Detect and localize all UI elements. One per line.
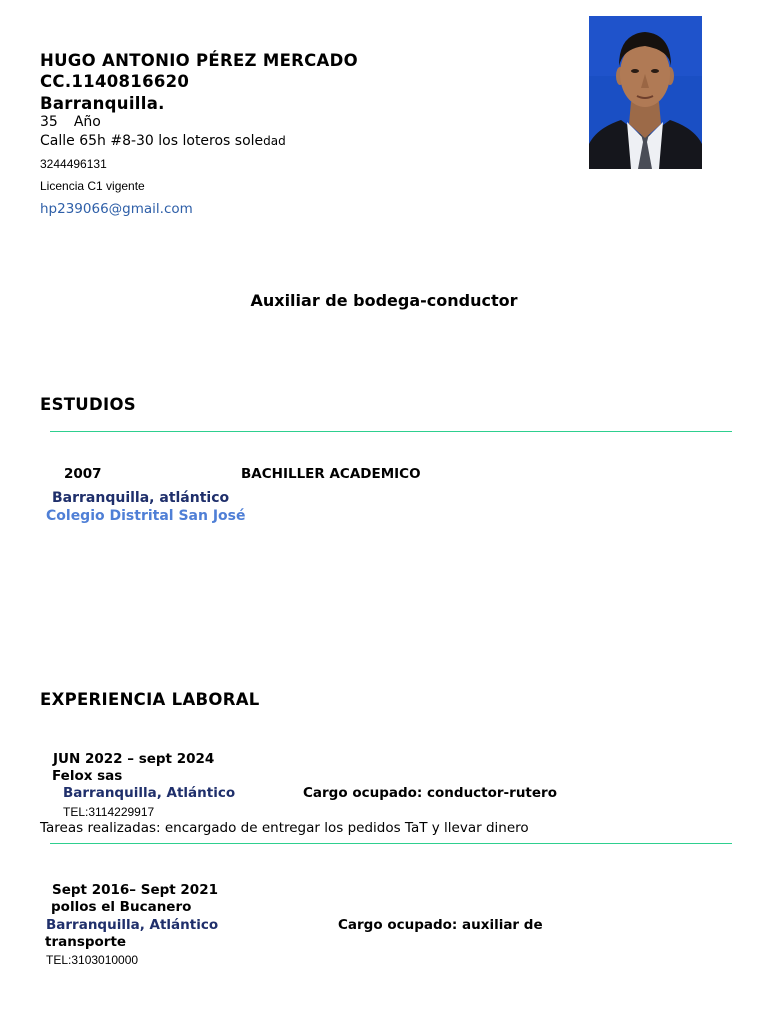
job-phone: TEL:3103010000 bbox=[46, 953, 139, 967]
job-location: Barranquilla, Atlántico bbox=[46, 917, 219, 933]
portrait-image bbox=[589, 16, 702, 169]
city: Barranquilla. bbox=[40, 94, 165, 113]
age bbox=[40, 114, 101, 130]
objective-title: Auxiliar de bodega-conductor bbox=[250, 291, 518, 310]
job-phone: TEL:3114229917 bbox=[63, 805, 155, 819]
section-divider bbox=[50, 843, 732, 844]
candidate-name: HUGO ANTONIO PÉREZ MERCADO bbox=[40, 51, 358, 70]
address-main: Calle 65h #8-30 los loteros sole bbox=[40, 133, 264, 149]
job-period: JUN 2022 – sept 2024 bbox=[53, 751, 215, 767]
phone-number: 3244496131 bbox=[40, 157, 107, 171]
job-tasks: Tareas realizadas: encargado de entregar los pedidos TaT y llevar dinero bbox=[40, 820, 529, 836]
job-position-continued: transporte bbox=[45, 934, 127, 950]
license: Licencia C1 vigente bbox=[40, 179, 145, 193]
section-title-education: ESTUDIOS bbox=[40, 395, 136, 414]
section-title-experience: EXPERIENCIA LABORAL bbox=[40, 690, 260, 709]
address bbox=[40, 133, 286, 149]
job-position: Cargo ocupado: auxiliar de bbox=[338, 917, 543, 933]
education-year: 2007 bbox=[64, 466, 102, 482]
job-position: Cargo ocupado: conductor-rutero bbox=[303, 785, 557, 801]
job-period: Sept 2016– Sept 2021 bbox=[52, 882, 218, 898]
education-location: Barranquilla, atlántico bbox=[52, 490, 230, 506]
profile-photo bbox=[589, 16, 702, 169]
email-link[interactable]: hp239066@gmail.com bbox=[40, 201, 193, 217]
education-degree: BACHILLER ACADEMICO bbox=[241, 466, 421, 482]
job-company: pollos el Bucanero bbox=[51, 899, 192, 915]
section-divider bbox=[50, 431, 732, 432]
age-value: 35 bbox=[40, 114, 58, 130]
id-number: CC.1140816620 bbox=[40, 72, 190, 91]
school-name: Colegio Distrital San José bbox=[46, 508, 246, 524]
address-tail: dad bbox=[263, 134, 286, 148]
age-unit: Año bbox=[73, 114, 101, 130]
job-company: Felox sas bbox=[52, 768, 123, 784]
job-location: Barranquilla, Atlántico bbox=[63, 785, 236, 801]
